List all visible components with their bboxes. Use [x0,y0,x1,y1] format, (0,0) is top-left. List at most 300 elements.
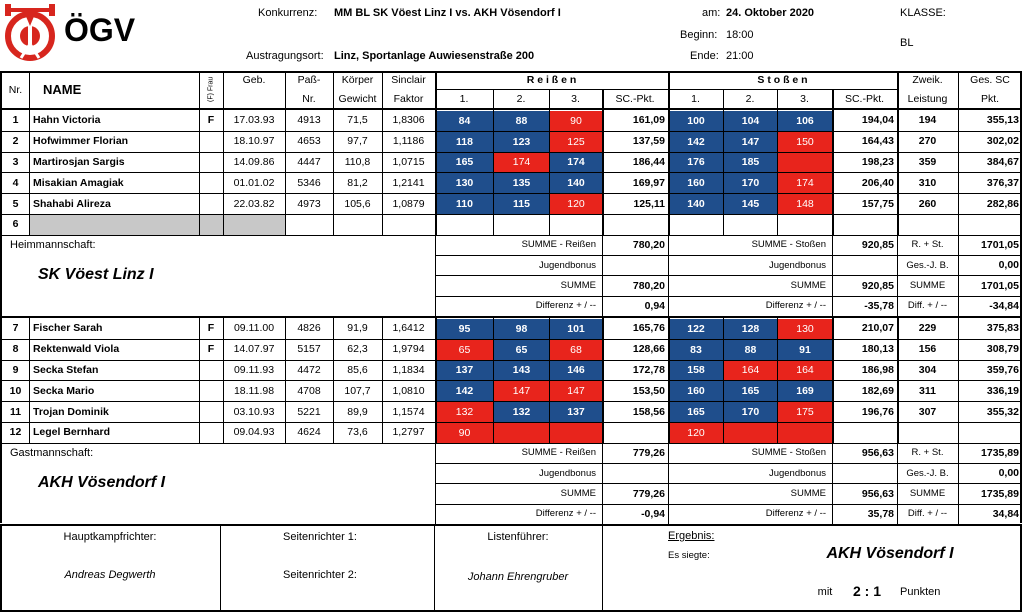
summary-cj-label: SUMME - Stoßen [751,447,826,459]
athlete-bodyweight: 71,5 [347,114,368,127]
winner-label: Es siegte: [668,549,710,561]
snatch-sc-points [602,422,668,443]
athlete-birthdate: 14.07.97 [233,343,275,356]
grid-line [435,110,437,235]
col-factor: Sinclair [391,74,426,86]
summary-cj-value: 35,78 [867,507,894,520]
athlete-total: 194 [918,114,937,127]
cj-sc-points: 206,40 [861,176,894,189]
snatch-attempt: 137 [436,361,493,381]
empty-f-cell [200,215,223,235]
grid-line [285,318,286,443]
athlete-female [199,193,223,214]
summary-snatch-label: SUMME [560,488,596,500]
ort-label: Austragungsort: [246,50,324,62]
grid-line [832,318,834,443]
snatch-attempt: 140 [550,173,602,193]
col-snatch-attempt: 2. [516,92,526,105]
ende-value: 21:00 [726,50,754,62]
athlete-bodyweight [333,214,382,235]
grid-line [897,71,899,108]
summary-cj-label: SUMME - Stoßen [751,239,826,251]
athlete-total: 260 [918,197,937,210]
col-name: NAME [43,82,82,97]
athlete-total: 311 [919,384,936,397]
cj-attempt: 170 [724,402,777,422]
athlete-ges-sc: 355,32 [986,405,1019,418]
athlete-nr: 2 [12,135,19,148]
athlete-name: Martirosjan Sargis [33,155,125,168]
summary-total-label: R. + St. [911,447,944,459]
col-cj-sc: SC.-Pkt. [844,92,885,105]
summary-total-value: -34,84 [989,299,1019,312]
grid-line [668,71,670,108]
athlete-ges-sc: 355,13 [986,114,1019,127]
grid-line [199,318,200,443]
grid-line [897,318,899,443]
athlete-nr: 7 [12,322,19,335]
snatch-attempt: 143 [494,361,549,381]
logo [3,2,59,64]
col-nr: Nr. [8,83,23,96]
snatch-attempt: 68 [550,340,602,360]
col-pass: Paß- [297,74,321,86]
grid-line [602,443,603,524]
summary-cj-value: 920,85 [861,238,894,251]
athlete-sinclair: 1,2797 [392,426,425,439]
cj-attempt: 175 [778,402,832,422]
summary-snatch-label: SUMME - Reißen [521,447,596,459]
grid-line [549,110,550,235]
snatch-attempt: 174 [494,153,549,173]
athlete-bodyweight: 73,6 [347,426,368,439]
athlete-name: Trojan Dominik [33,405,109,418]
athlete-nr: 3 [12,155,19,168]
snatch-attempt: 130 [436,173,493,193]
snatch-attempt: 132 [494,402,549,422]
summary-total-label: Ges.-J. B. [906,467,949,479]
athlete-total [897,422,958,443]
athlete-bodyweight: 62,3 [347,343,368,356]
athlete-birthdate: 09.04.93 [233,426,275,439]
grid-line [493,89,494,108]
athlete-name: Shahabi Alireza [33,197,111,210]
team-name: SK Vöest Linz I [38,265,154,283]
grid-line [382,71,383,108]
beginn-label: Beginn: [680,29,718,41]
athlete-pass-nr: 4472 [297,363,321,376]
cj-sc-points: 180,13 [861,343,894,356]
snatch-attempt: 98 [494,319,549,339]
grid-line [333,110,334,235]
org-name: ÖGV [64,12,136,48]
athlete-female: F [207,322,215,335]
grid-line [493,318,494,443]
summary-cj-value: 956,63 [861,487,894,500]
athlete-pass-nr: 4653 [297,135,321,148]
points-label: Punkten [900,586,941,598]
grid-line [777,318,778,443]
grid-line [435,71,437,108]
athlete-female [199,152,223,173]
cj-attempt: 130 [778,319,832,339]
cj-attempt: 120 [669,423,723,443]
cj-sc-points: 186,98 [861,363,894,376]
col-snatch-attempt: 1. [459,92,469,105]
summary-snatch-value: 779,26 [632,487,665,500]
athlete-birthdate: 09.11.00 [233,322,275,335]
snatch-attempt: 65 [494,340,549,360]
klasse-label: KLASSE: [900,7,946,19]
grid-line [223,71,224,108]
col-snatch: R e i ß e n [526,74,577,86]
summary-cj-label: Jugendbonus [768,259,826,271]
empty-geb-cell [224,215,285,235]
col-snatch-attempt: 3. [571,92,580,105]
summary-total-value: 34,84 [992,507,1019,520]
athlete-name: Legel Bernhard [33,426,111,439]
athlete-bodyweight: 97,7 [347,135,368,148]
athlete-female [199,360,223,381]
athlete-name: Hahn Victoria [33,114,101,127]
cj-sc-points: 157,75 [861,197,894,210]
summary-total-label: R. + St. [911,239,944,251]
athlete-total: 304 [918,363,937,376]
snatch-sc-points: 158,56 [632,405,665,418]
athlete-sinclair: 1,0879 [392,197,425,210]
col-cj-attempt: 3. [800,92,809,105]
athlete-sinclair: 1,0810 [392,384,425,397]
cj-attempt: 164 [724,361,777,381]
athlete-ges-sc: 308,79 [986,343,1019,356]
col-snatch-sc: SC.-Pkt. [615,92,655,105]
empty-name-cell [30,215,199,235]
grid-line [435,255,1022,256]
cj-attempt: 165 [724,381,777,401]
athlete-ges-sc: 376,37 [986,176,1019,189]
athlete-name: Hofwimmer Florian [33,135,129,148]
athlete-birthdate: 17.03.93 [233,114,275,127]
grid-line [435,296,1022,297]
grid-line [958,235,959,316]
konkurrenz-value: MM BL SK Vöest Linz I vs. AKH Vösendorf I [334,7,561,19]
athlete-ges-sc: 384,67 [986,155,1019,168]
athlete-pass-nr: 4708 [297,384,321,397]
team-name: AKH Vösendorf I [38,473,166,491]
summary-total-value: 1701,05 [981,238,1019,251]
with-label: mit [817,586,833,598]
grid-line [0,610,1022,612]
grid-line [602,110,604,235]
cj-attempt [724,423,777,443]
snatch-attempt: 88 [494,111,549,131]
grid-line [1020,524,1022,612]
grid-line [29,318,30,443]
athlete-nr: 8 [12,343,19,356]
snatch-attempt: 120 [550,194,602,214]
snatch-attempt: 118 [436,132,493,152]
snatch-attempt [550,423,602,443]
snatch-attempt: 65 [436,340,493,360]
snatch-attempt: 146 [550,361,602,381]
cj-sc-points: 182,69 [861,384,894,397]
cj-attempt: 128 [724,319,777,339]
grid-line [958,71,959,108]
grid-line [0,524,2,612]
summary-snatch-value [602,463,668,483]
cj-attempt: 170 [724,173,777,193]
summary-snatch-value [602,255,668,275]
chief-referee: Andreas Degwerth [64,569,156,581]
summary-snatch-value: 779,26 [632,446,665,459]
snatch-attempt: 147 [494,381,549,401]
athlete-bodyweight: 107,7 [344,384,371,397]
athlete-sinclair: 1,2141 [392,176,425,189]
athlete-bodyweight: 85,6 [347,363,368,376]
athlete-sinclair: 1,1186 [392,135,425,148]
summary-total-label: Diff. + / -- [907,508,948,520]
snatch-attempt: 147 [550,381,602,401]
final-score: 2 : 1 [852,583,881,599]
grid-line [602,235,603,316]
athlete-birthdate: 18.11.98 [233,384,275,397]
cj-sc-points: 194,04 [861,114,894,127]
athlete-nr: 9 [12,363,19,376]
athlete-name: Secka Mario [33,384,95,397]
athlete-name: Secka Stefan [33,363,99,376]
athlete-bodyweight: 110,8 [344,155,371,168]
col-cj-attempt: 2. [745,92,755,105]
cj-sc-points [832,214,897,235]
summary-total-value: 1701,05 [981,279,1019,292]
athlete-bodyweight: 89,9 [347,405,368,418]
summary-cj-value [832,255,897,275]
summary-snatch-label: Jugendbonus [538,467,596,479]
chief-referee-label: Hauptkampfrichter: [63,531,157,543]
cj-attempt: 165 [669,402,723,422]
grid-line [223,318,224,443]
snatch-sc-points [602,214,668,235]
athlete-pass-nr: 4913 [297,114,321,127]
summary-cj-value [832,463,897,483]
cj-attempt: 174 [778,173,832,193]
cj-attempt: 140 [669,194,723,214]
athlete-female [199,172,223,193]
snatch-sc-points: 161,09 [632,114,665,127]
col-geb: Geb. [242,74,266,86]
summary-cj-value: -35,78 [864,299,894,312]
cj-attempt [778,215,832,235]
snatch-sc-points: 172,78 [632,363,665,376]
summary-snatch-value: 0,94 [644,299,665,312]
athlete-pass-nr: 5346 [297,176,321,189]
grid-line [897,443,898,524]
athlete-pass-nr [285,214,333,235]
date-label: am: [702,7,721,19]
col-frau: (F) Frau [207,76,215,103]
grid-line [832,110,834,235]
athlete-total: 270 [918,135,937,148]
cj-sc-points [832,422,897,443]
cj-sc-points: 196,76 [861,405,894,418]
cj-attempt: 145 [724,194,777,214]
snatch-attempt: 90 [550,111,602,131]
athlete-female [199,422,223,443]
snatch-attempt: 84 [436,111,493,131]
cj-attempt: 83 [669,340,723,360]
snatch-attempt: 95 [436,319,493,339]
summary-snatch-label: Jugendbonus [538,259,596,271]
athlete-sinclair: 1,1834 [392,363,425,376]
col-weight: Körper [341,74,374,86]
ort-value: Linz, Sportanlage Auwiesenstraße 200 [334,50,535,62]
athlete-ges-sc: 302,02 [986,135,1019,148]
grid-line [199,110,200,235]
grid-line [493,110,494,235]
athlete-female [199,380,223,401]
athlete-name: Rektenwald Viola [33,343,120,356]
cj-attempt [669,215,723,235]
col-ges-sc: Ges. SC [970,74,1010,86]
col-cj-attempt: 1. [691,92,700,105]
grid-line [668,443,669,524]
klasse-value: BL [900,37,914,49]
cj-attempt: 158 [669,361,723,381]
grid-line [333,318,334,443]
grid-line [549,89,550,108]
summary-cj-value: 920,85 [861,279,894,292]
snatch-attempt: 90 [436,423,493,443]
athlete-bodyweight: 105,6 [344,197,371,210]
summary-cj-label: SUMME [790,488,826,500]
snatch-sc-points: 153,50 [632,384,665,397]
athlete-ges-sc: 375,83 [986,322,1019,335]
cj-attempt: 160 [669,381,723,401]
athlete-sinclair: 1,9794 [392,343,425,356]
grid-line [435,275,1022,276]
grid-line [199,71,200,108]
athlete-ges-sc: 282,86 [986,197,1019,210]
grid-line [29,110,30,235]
grid-line [435,443,436,524]
athlete-nr: 4 [12,176,19,189]
team-label: Gastmannschaft: [10,446,94,459]
snatch-attempt: 101 [550,319,602,339]
athlete-ges-sc [958,214,1022,235]
snatch-attempt: 135 [494,173,549,193]
cj-attempt: 88 [724,340,777,360]
ende-label: Ende: [690,50,719,62]
athlete-birthdate: 01.01.02 [233,176,275,189]
snatch-attempt: 132 [436,402,493,422]
snatch-attempt [494,215,549,235]
grid-line [29,71,30,108]
team-label: Heimmannschaft: [10,238,96,251]
athlete-female [199,131,223,152]
cj-attempt: 169 [778,381,832,401]
summary-snatch-label: Differenz + / -- [535,300,596,312]
summary-total-value: 1735,89 [981,446,1019,459]
grid-line [958,443,959,524]
athlete-female: F [207,114,215,127]
summary-total-label: SUMME [909,488,946,500]
cj-attempt: 147 [724,132,777,152]
athlete-sinclair: 1,8306 [392,114,425,127]
athlete-total: 156 [918,343,937,356]
summary-total-label: Diff. + / -- [907,300,948,312]
cj-attempt: 148 [778,194,832,214]
cj-attempt [724,215,777,235]
col-factor-2: Faktor [393,92,424,105]
athlete-birthdate: 09.11.93 [233,363,275,376]
grid-line [897,110,899,235]
summary-snatch-value: 780,20 [632,279,665,292]
snatch-sc-points: 186,44 [632,155,665,168]
cj-sc-points: 164,43 [861,135,894,148]
grid-line [382,110,383,235]
snatch-attempt: 115 [494,194,549,214]
grid-line [958,318,959,443]
grid-line [668,110,670,235]
summary-snatch-value: 780,20 [632,238,665,251]
summary-total-label: Ges.-J. B. [906,259,949,271]
date-value: 24. Oktober 2020 [726,7,815,19]
grid-line [723,110,724,235]
athlete-total: 229 [918,322,937,335]
cj-attempt: 142 [669,132,723,152]
athlete-female [199,401,223,422]
athlete-name: Misakian Amagiak [33,176,124,189]
athlete-sinclair: 1,6412 [392,322,425,335]
athlete-bodyweight: 81,2 [347,176,368,189]
grid-line [434,524,435,612]
athlete-total [897,214,958,235]
grid-line [435,89,897,90]
snatch-attempt: 125 [550,132,602,152]
cj-attempt: 164 [778,361,832,381]
grid-line [382,318,383,443]
summary-total-value: 0,00 [998,259,1019,272]
athlete-ges-sc: 336,19 [986,384,1019,397]
athlete-nr: 12 [9,426,22,439]
snatch-attempt: 165 [436,153,493,173]
grid-line [435,318,437,443]
grid-line [220,524,221,612]
cj-attempt: 160 [669,173,723,193]
grid-line [832,443,833,524]
col-total-2: Leistung [907,92,948,105]
athlete-pass-nr: 5221 [297,405,321,418]
cj-attempt: 150 [778,132,832,152]
summary-cj-label: SUMME [790,280,826,292]
grid-line [723,318,724,443]
snatch-sc-points: 128,66 [632,343,665,356]
athlete-nr: 5 [12,197,19,210]
summary-total-value: 1735,89 [981,487,1019,500]
cj-attempt: 106 [778,111,832,131]
athlete-pass-nr: 4624 [297,426,321,439]
cj-attempt [778,153,832,173]
col-ges-sc-2: Pkt. [980,92,1000,105]
snatch-attempt [550,215,602,235]
grid-line [602,89,604,108]
athlete-ges-sc [958,422,1022,443]
grid-line [285,71,286,108]
summary-snatch-label: Differenz + / -- [535,508,596,520]
summary-snatch-label: SUMME [560,280,596,292]
cj-attempt: 176 [669,153,723,173]
cj-attempt: 104 [724,111,777,131]
